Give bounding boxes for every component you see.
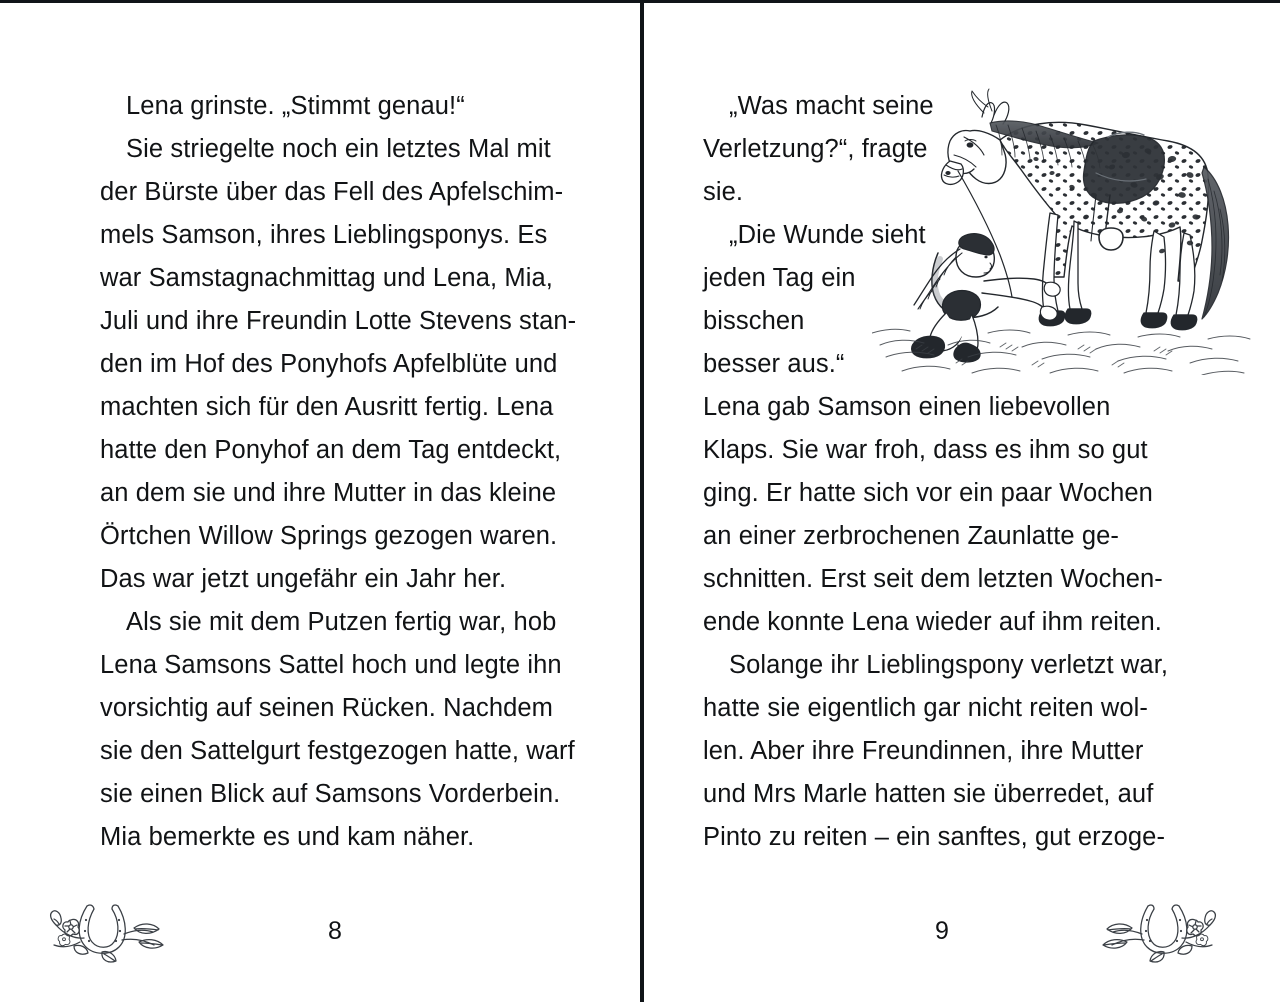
text-line: vorsichtig auf seinen Rücken. Nachdem (100, 694, 554, 722)
text-line: ende konnte Lena wieder auf ihm reiten. (703, 608, 1162, 636)
left-page-text (100, 85, 576, 859)
text-line: Juli und ihre Freundin Lotte Stevens stan- (100, 307, 577, 335)
horseshoe-ornament-right (1088, 898, 1228, 964)
text-line: schnitten. Erst seit dem letzten Wochen- (703, 565, 1163, 593)
text-line: an dem sie und ihre Mutter in das kleine (100, 479, 557, 507)
text-line: ging. Er hatte sich vor ein paar Wochen (703, 479, 1153, 507)
text-line: hatte sie eigentlich gar nicht reiten wol- (703, 694, 1149, 722)
text-line: sie den Sattelgurt festgezogen hatte, warf (100, 737, 575, 765)
text-line: Sie striegelte noch ein letztes Mal mit (126, 135, 551, 163)
page-number-right: 9 (935, 917, 949, 945)
text-line: Als sie mit dem Putzen fertig war, hob (126, 608, 557, 636)
horseshoe-ornament-left (38, 898, 178, 964)
text-line: sie einen Blick auf Samsons Vorderbein. (100, 780, 561, 808)
text-line: Mia bemerkte es und kam näher. (100, 823, 475, 851)
text-line: sie. (703, 178, 744, 206)
text-line: der Bürste über das Fell des Apfelschim- (100, 178, 564, 206)
text-line: Klaps. Sie war froh, dass es ihm so gut (703, 436, 1148, 464)
text-line: den im Hof des Ponyhofs Apfelblüte und (100, 350, 558, 378)
text-line: Das war jetzt ungefähr ein Jahr her. (100, 565, 507, 593)
page-gutter (640, 3, 644, 1002)
page-number-left: 8 (328, 917, 342, 945)
text-line: mels Samson, ihres Lieblingsponys. Es (100, 221, 548, 249)
text-line: hatte den Ponyhof an dem Tag entdeckt, (100, 436, 562, 464)
text-line: jeden Tag ein (703, 264, 856, 292)
text-line: Lena Samsons Sattel hoch und legte ihn (100, 651, 562, 679)
text-line: Örtchen Willow Springs gezogen waren. (100, 522, 558, 550)
text-line: besser aus.“ (703, 350, 845, 378)
text-line: war Samstagnachmittag und Lena, Mia, (100, 264, 553, 292)
text-line: und Mrs Marle hatten sie überredet, auf (703, 780, 1154, 808)
text-line: Pinto zu reiten – ein sanftes, gut erzoge- (703, 823, 1166, 851)
right-page (644, 3, 1280, 1002)
right-page-text (703, 85, 1168, 859)
text-line: Solange ihr Lieblingspony verletzt war, (729, 651, 1169, 679)
text-line: „Was macht seine (729, 92, 934, 120)
text-line: bisschen (703, 307, 805, 335)
left-page (0, 3, 640, 1002)
text-line: Lena gab Samson einen liebevollen (703, 393, 1111, 421)
text-line: Lena grinste. „Stimmt genau!“ (126, 92, 465, 120)
text-line: machten sich für den Ausritt fertig. Lena (100, 393, 554, 421)
text-line: an einer zerbrochenen Zaunlatte ge- (703, 522, 1120, 550)
text-line: Verletzung?“, fragte (703, 135, 928, 163)
text-line: len. Aber ihre Freundinnen, ihre Mutter (703, 737, 1144, 765)
text-line: „Die Wunde sieht (729, 221, 926, 249)
